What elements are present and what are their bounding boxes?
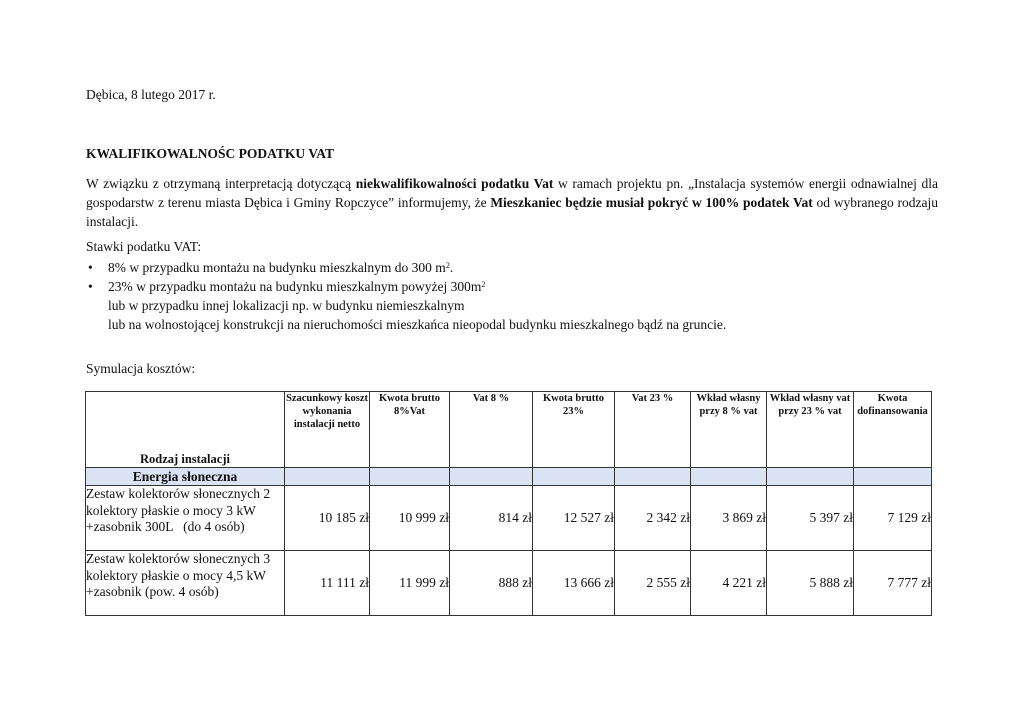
cell-subsidy: 7 777 zł (854, 551, 932, 616)
row-description (86, 486, 285, 551)
desc-line: +zasobnik 300L (do 4 osób) (86, 519, 245, 534)
cell-vat8: 888 zł (450, 551, 533, 616)
header-gross23: Kwota brutto 23% (533, 392, 615, 468)
rates-list (86, 258, 946, 334)
cell-vat8: 814 zł (450, 486, 533, 551)
rate-item-23 (86, 277, 946, 334)
intro-paragraph (86, 174, 938, 231)
rate-line-3: lub na wolnostojącej konstrukcji na nieruchomości mieszkańca nieopodal budynku mieszkalnego bądź na gruncie. (108, 317, 727, 332)
rate-item-8 (86, 258, 946, 277)
cell-vat23: 2 342 zł (615, 486, 691, 551)
bullet-icon: • (88, 279, 93, 294)
category-cell (450, 468, 533, 486)
intro-text-1: W związku z otrzymaną interpretacją dotyczącą (86, 176, 356, 191)
header-vat23: Vat 23 % (615, 392, 691, 468)
rate-after: . (449, 260, 454, 275)
header-cost-net: Szacunkowy koszt wykonania instalacji netto (285, 392, 370, 468)
cell-gross8: 11 999 zł (370, 551, 450, 616)
category-label: Energia słoneczna (86, 468, 285, 486)
cell-subsidy: 7 129 zł (854, 486, 932, 551)
header-subsidy: Kwota dofinansowania (854, 392, 932, 468)
cell-own8: 3 869 zł (691, 486, 767, 551)
category-cell (533, 468, 615, 486)
intro-text-2: w ramach projektu pn. „Instalacja systemów energii odnawialnej dla gospodarstw z terenu miasta Dębica i Gminy Ropczyce” informujemy, że (86, 176, 938, 210)
rates-title: Stawki podatku VAT: (86, 239, 202, 254)
category-cell (767, 468, 854, 486)
desc-line: kolektory płaskie o mocy 3 kW (86, 502, 256, 518)
table-row (86, 551, 932, 616)
header-gross8: Kwota brutto 8%Vat (370, 392, 450, 468)
rate-line (108, 277, 946, 296)
intro-bold-2: Mieszkaniec będzie musiał pokryć w 100% podatek Vat (490, 195, 813, 210)
rate-sup: 2 (445, 261, 450, 270)
category-cell (615, 468, 691, 486)
desc-line: kolektory płaskie o mocy 4,5 kW (86, 567, 266, 583)
header-own8: Wkład własny przy 8 % vat (691, 392, 767, 468)
cell-own23: 5 888 zł (767, 551, 854, 616)
cell-vat23: 2 555 zł (615, 551, 691, 616)
category-cell (370, 468, 450, 486)
header-own23: Wkład własny vat przy 23 % vat (767, 392, 854, 468)
cell-gross23: 13 666 zł (533, 551, 615, 616)
rate-text: 23% w przypadku montażu na budynku mieszkalnym powyżej 300m (108, 279, 482, 294)
document-date: Dębica, 8 lutego 2017 r. (86, 87, 216, 102)
category-cell (285, 468, 370, 486)
row-description (86, 551, 285, 616)
category-cell (691, 468, 767, 486)
rate-line (108, 258, 946, 277)
rate-line-2: lub w przypadku innej lokalizacji np. w budynku niemieszkalnym (108, 298, 465, 313)
desc-line: Zestaw kolektorów słonecznych 3 (86, 551, 271, 566)
cell-cost-net: 11 111 zł (285, 551, 370, 616)
cell-gross8: 10 999 zł (370, 486, 450, 551)
cell-own23: 5 397 zł (767, 486, 854, 551)
category-cell (854, 468, 932, 486)
rate-text: 8% w przypadku montażu na budynku mieszkalnym do 300 m (108, 260, 446, 275)
simulation-title: Symulacja kosztów: (86, 361, 196, 376)
cost-table (85, 391, 932, 616)
table-header-row (86, 392, 932, 468)
cell-own8: 4 221 zł (691, 551, 767, 616)
category-row (86, 468, 932, 486)
cell-gross23: 12 527 zł (533, 486, 615, 551)
bullet-icon: • (88, 260, 93, 275)
cell-cost-net: 10 185 zł (285, 486, 370, 551)
header-type: Rodzaj instalacji (86, 392, 285, 468)
intro-bold-1: niekwalifikowalności podatku Vat (355, 176, 554, 191)
table-row (86, 486, 932, 551)
rate-sup: 2 (481, 280, 486, 289)
document-heading: KWALIFIKOWALNOŚC PODATKU VAT (86, 146, 335, 161)
header-vat8: Vat 8 % (450, 392, 533, 468)
desc-line: Zestaw kolektorów słonecznych 2 (86, 486, 271, 501)
desc-line: +zasobnik (pow. 4 osób) (86, 584, 219, 599)
intro-text-3: od wybranego rodzaju instalacji. (86, 195, 938, 229)
